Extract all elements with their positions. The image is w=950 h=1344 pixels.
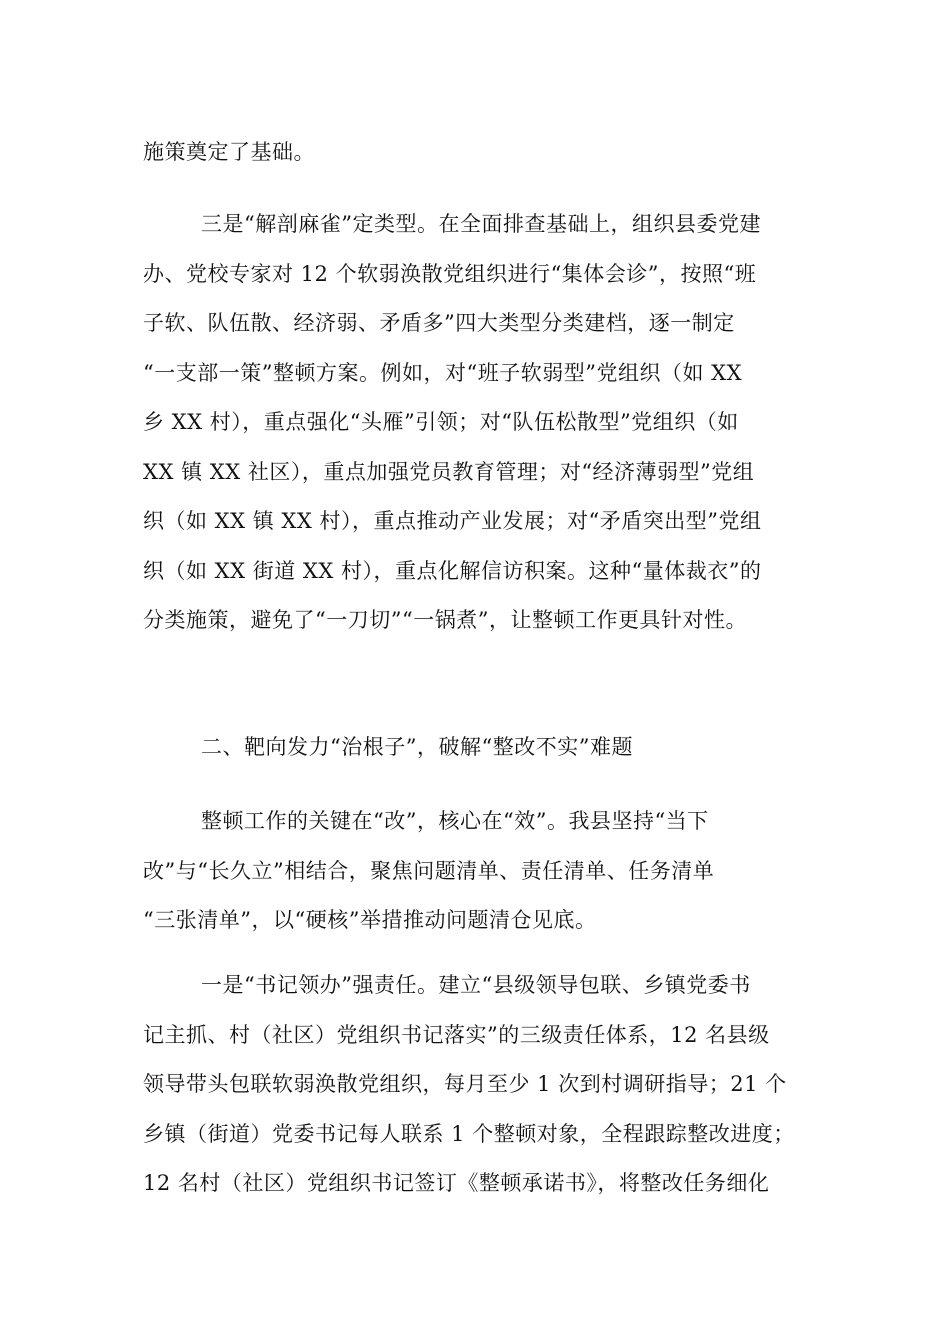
paragraph-intro-rectification (143, 797, 823, 946)
paragraph-three-classification (143, 200, 823, 695)
text-line: 一是“书记领办”强责任。建立“县级领导包联、乡镇党委书 (201, 973, 751, 997)
text-line: 施策奠定了基础。 (143, 140, 315, 164)
text-line: 12 名村（社区）党组织书记签订《整顿承诺书》，将整改任务细化 (143, 1171, 770, 1195)
text-line: “一支部一策”整顿方案。例如，对“班子软弱型”党组织（如 XX (143, 360, 743, 385)
text-line: 三是“解剖麻雀”定类型。在全面排查基础上，组织县委党建 (201, 212, 761, 236)
paragraph-one-responsibility (143, 961, 823, 1209)
text-line (143, 646, 823, 696)
text-line: 整顿工作的关键在“改”，核心在“效”。我县坚持“当下 (201, 809, 709, 833)
text-line: 织（如 XX 镇 XX 村），重点推动产业发展；对“矛盾突出型”党组 (143, 509, 762, 533)
text-line: 领导带头包联软弱涣散党组织，每月至少 1 次到村调研指导；21 个 (143, 1072, 787, 1096)
section-heading (143, 723, 823, 773)
text-line: 织（如 XX 街道 XX 村），重点化解信访积案。这种“量体裁衣”的 (143, 558, 762, 583)
text-line: XX 镇 XX 社区），重点加强党员教育管理；对“经济薄弱型”党组 (143, 459, 755, 484)
text-line: 记主抓、村（社区）党组织书记落实”的三级责任体系，12 名县级 (143, 1022, 770, 1047)
text-line: 分类施策，避免了“一刀切”“一锅煮”，让整顿工作更具针对性。 (143, 608, 747, 632)
paragraph-continuation (143, 128, 823, 178)
text-line: 改”与“长久立”相结合，聚焦问题清单、责任清单、任务清单 (143, 858, 715, 883)
text-line: 乡 XX 村），重点强化“头雁”引领；对“队伍松散型”党组织（如 (143, 410, 739, 434)
text-line: 办、党校专家对 12 个软弱涣散党组织进行“集体会诊”，按照“班 (143, 261, 757, 286)
text-line: 乡镇（街道）党委书记每人联系 1 个整顿对象，全程跟踪整改进度； (143, 1121, 795, 1146)
text-line: 子软、队伍散、经济弱、矛盾多”四大类型分类建档，逐一制定 (143, 311, 735, 335)
heading-text: 二、靶向发力“治根子”，破解“整改不实”难题 (201, 735, 633, 759)
text-line: “三张清单”，以“硬核”举措推动问题清仓见底。 (143, 908, 597, 932)
